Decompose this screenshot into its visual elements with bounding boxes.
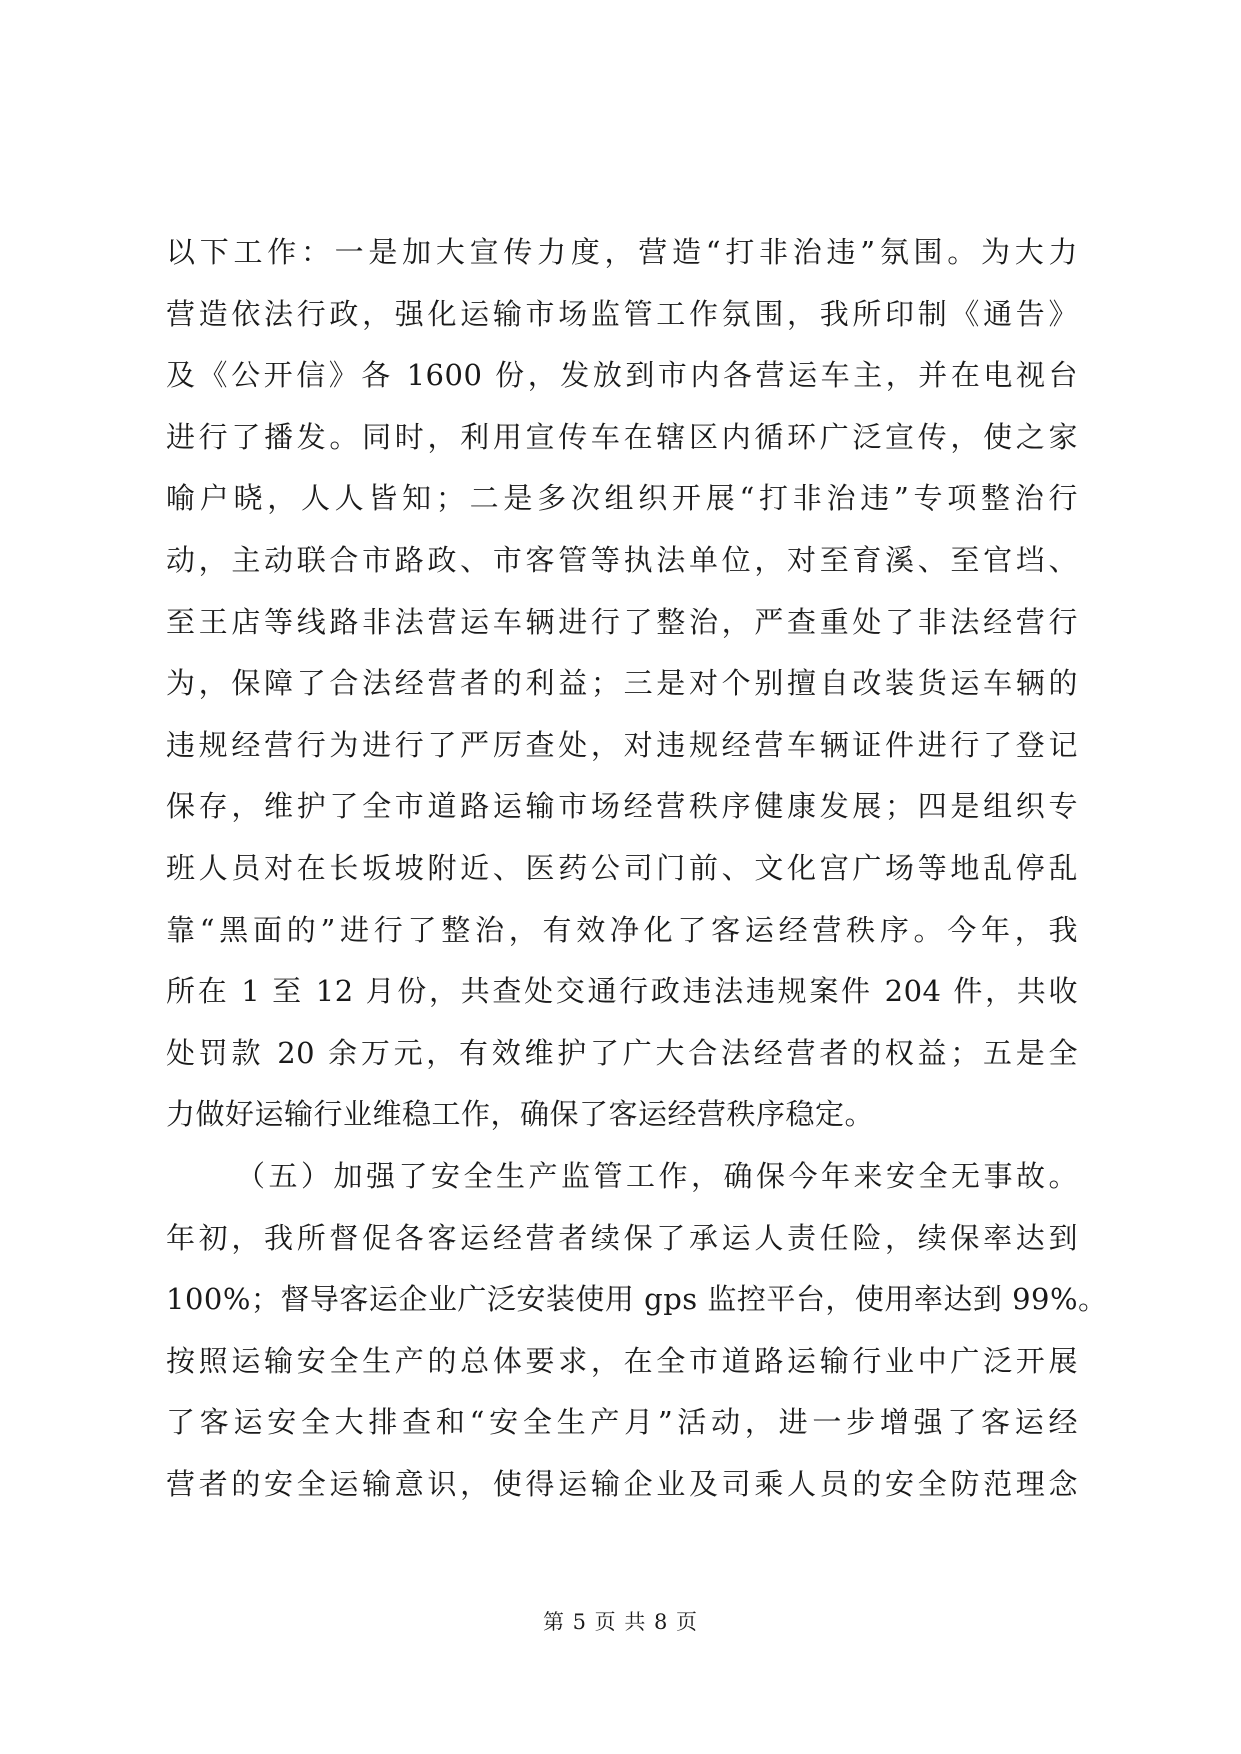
page-number-footer: 第 5 页 共 8 页	[542, 1610, 699, 1634]
text-line: 营造依法行政，强化运输市场监管工作氛围，我所印制《通告》	[166, 296, 1078, 331]
text-line: 至王店等线路非法营运车辆进行了整治，严查重处了非法经营行	[166, 604, 1078, 639]
text-line: 所在 1 至 12 月份，共查处交通行政违法违规案件 204 件，共收	[166, 974, 1078, 1009]
text-line: 按照运输安全生产的总体要求，在全市道路运输行业中广泛开展	[166, 1343, 1078, 1378]
text-line: 以下工作：一是加大宣传力度，营造“打非治违”氛围。为大力	[166, 235, 1078, 269]
text-line: 班人员对在长坂坡附近、医药公司门前、文化宫广场等地乱停乱	[166, 850, 1078, 885]
section-heading-line: （五）加强了安全生产监管工作，确保今年来安全无事故。	[236, 1158, 1078, 1193]
text-line: 违规经营行为进行了严厉查处，对违规经营车辆证件进行了登记	[166, 727, 1078, 762]
text-line: 及《公开信》各 1600 份，发放到市内各营运车主，并在电视台	[166, 358, 1078, 393]
text-line: 靠“黑面的”进行了整治，有效净化了客运经营秩序。今年，我	[166, 912, 1078, 947]
text-line: 动，主动联合市路政、市客管等执法单位，对至育溪、至官垱、	[166, 542, 1078, 577]
text-line: 了客运安全大排查和“安全生产月”活动，进一步增强了客运经	[166, 1405, 1078, 1440]
text-line: 年初，我所督促各客运经营者续保了承运人责任险，续保率达到	[166, 1220, 1078, 1255]
text-line: 力做好运输行业维稳工作，确保了客运经营秩序稳定。	[166, 1097, 875, 1132]
text-line: 为，保障了合法经营者的利益；三是对个别擅自改装货运车辆的	[166, 666, 1078, 701]
text-line: 保存，维护了全市道路运输市场经营秩序健康发展；四是组织专	[166, 789, 1078, 824]
text-line: 进行了播发。同时，利用宣传车在辖区内循环广泛宣传，使之家	[166, 419, 1078, 454]
text-line: 喻户晓，人人皆知；二是多次组织开展“打非治违”专项整治行	[166, 481, 1078, 516]
document-body	[166, 222, 1108, 1515]
text-line: 营者的安全运输意识，使得运输企业及司乘人员的安全防范理念	[166, 1466, 1078, 1501]
text-line: 处罚款 20 余万元，有效维护了广大合法经营者的权益；五是全	[166, 1035, 1078, 1070]
text-line: 100%；督导客运企业广泛安装使用 gps 监控平台，使用率达到 99%。	[166, 1282, 1108, 1317]
